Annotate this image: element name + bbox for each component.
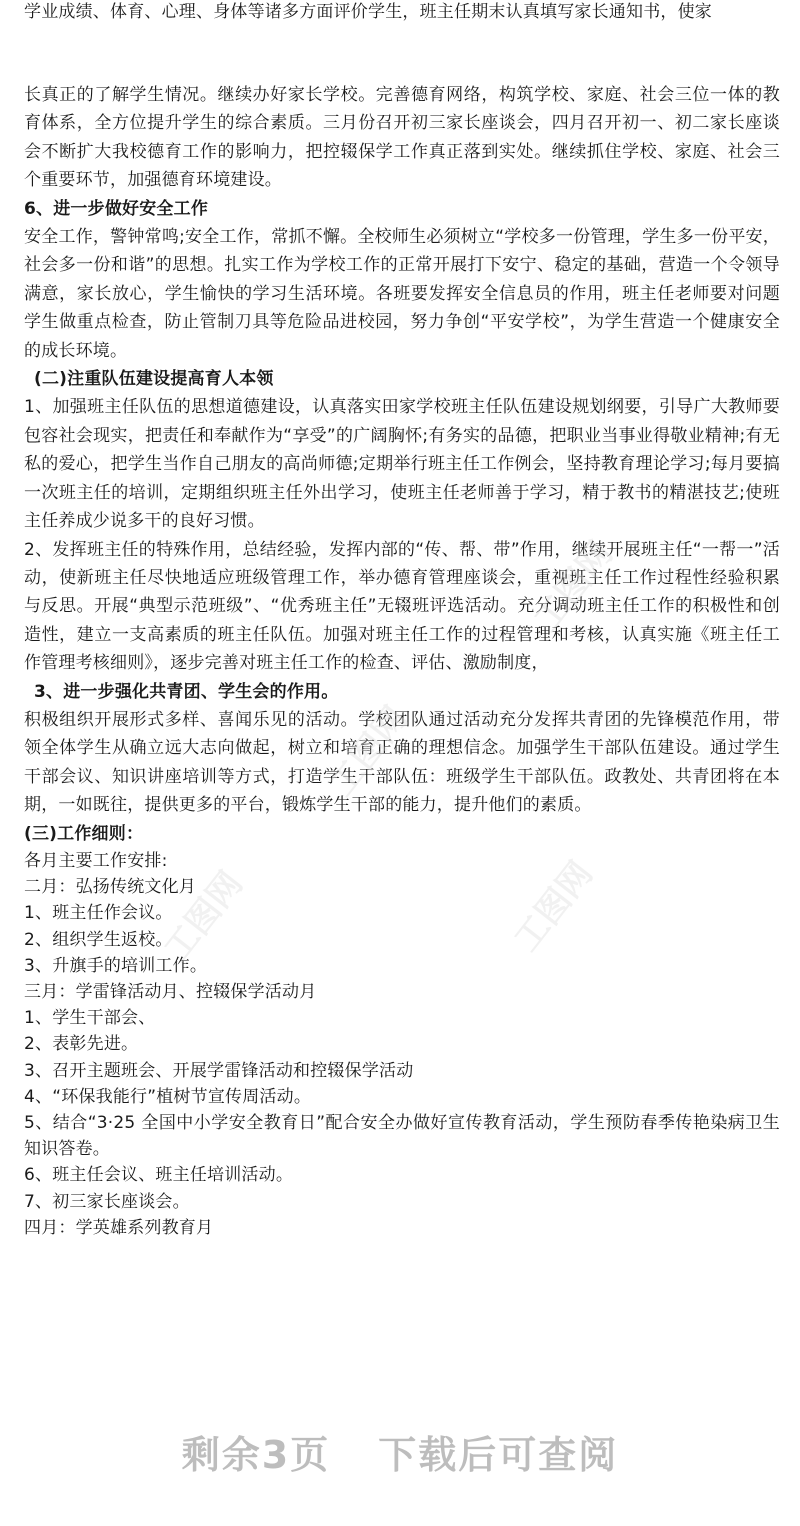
schedule-line: 四月：学英雄系列教育月 — [24, 1217, 214, 1238]
paragraph: 1、加强班主任队伍的思想道德建设，认真落实田家学校班主任队伍建设规划纲要，引导广大教师要包容社会现实，把责任和奉献作为“享受”的广阔胸怀;有务实的品德，把职业当事业得敬业精神;有无私的爱心，把学生当作自己朋友的高尚师德;定期举行班主任工作例会，坚持教育理论学习;每月要搞一次班主任的培训，定期组织班主任外出学习，使班主任老师善于学习，精于教书的精湛技艺;使班主任养成少说多干的良好习惯。 — [24, 397, 780, 532]
watermark: 工图网 — [321, 699, 416, 805]
schedule-line: 5、结合“3·25 全国中小学安全教育日”配合安全办做好宣传教育活动，学生预防春季传艳染病卫生知识答卷。 — [24, 1113, 780, 1160]
schedule-line: 2、表彰先进。 — [24, 1034, 139, 1055]
schedule-line: 各月主要工作安排: — [24, 850, 168, 871]
watermark: 工图网 — [156, 864, 251, 970]
schedule-line: 1、班主任作会议。 — [24, 903, 173, 924]
top-fragment-line: 学业成绩、体育、心理、身体等诸多方面评价学生，班主任期末认真填写家长通知书，使家 — [24, 2, 712, 22]
watermark: 工图网 — [506, 854, 601, 960]
schedule-line: 6、班主任会议、班主任培训活动。 — [24, 1165, 294, 1186]
download-prompt-banner[interactable] — [0, 1420, 800, 1490]
paragraph: 长真正的了解学生情况。继续办好家长学校。完善德育网络，构筑学校、家庭、社会三位一体的教育体系，全方位提升学生的综合素质。三月份召开初三家长座谈会，四月召开初一、初二家长座谈会不断扩大我校德育工作的影响力，把控辍保学工作真正落到实处。继续抓住学校、家庭、社会三个重要环节，加强德育环境建设。 — [24, 85, 780, 191]
cut-top-fragment — [24, 0, 780, 25]
schedule-line: 3、召开主题班会、开展学雷锋活动和控辍保学活动 — [24, 1060, 414, 1081]
section-heading: 3、进一步强化共青团、学生会的作用。 — [34, 681, 339, 702]
paragraph: 积极组织开展形式多样、喜闻乐见的活动。学校团队通过活动充分发挥共青团的先锋模范作用，带领全体学生从确立远大志向做起，树立和培育正确的理想信念。加强学生干部队伍建设。通过学生干部会议、知识讲座培训等方式，打造学生干部队伍：班级学生干部队伍。政教处、共青团将在本期，一如既往，提供更多的平台，锻炼学生干部的能力，提升他们的素质。 — [24, 709, 780, 816]
paragraph: 安全工作，警钟常鸣;安全工作，常抓不懈。全校师生必须树立“学校多一份管理，学生多一份平安，社会多一份和谐”的思想。扎实工作为学校工作的正常开展打下安宁、稳定的基础，营造一个令领导满意，家长放心，学生愉快的学习生活环境。各班要发挥安全信息员的作用，班主任老师要对问题学生做重点检查，防止管制刀具等危险品进校园，努力争创“平安学校”，为学生营造一个健康安全的成长环境。 — [24, 227, 780, 361]
paragraph: 2、发挥班主任的特殊作用，总结经验，发挥内部的“传、帮、带”作用，继续开展班主任“一帮一”活动，使新班主任尽快地适应班级管理工作，举办德育管理座谈会，重视班主任工作过程性经验积累与反思。开展“典型示范班级”、“优秀班主任”无辍班评选活动。充分调动班主任工作的积极性和创造性，建立一支高素质的班主任队伍。加强对班主任工作的过程管理和考核，认真实施《班主任工作管理考核细则》，逐步完善对班主任工作的检查、评估、激励制度， — [24, 539, 780, 674]
schedule-line: 三月：学雷锋活动月、控辍保学活动月 — [24, 981, 317, 1002]
monthly-schedule-list — [24, 848, 780, 1241]
download-to-view-label: 下载后可查阅 — [378, 1433, 619, 1477]
schedule-line: 2、组织学生返校。 — [24, 929, 173, 950]
section-heading: (二)注重队伍建设提高育人本领 — [34, 369, 274, 390]
schedule-line: 4、“环保我能行”植树节宣传周活动。 — [24, 1086, 312, 1107]
schedule-line: 1、学生干部会、 — [24, 1008, 156, 1029]
section-heading: (三)工作细则： — [24, 823, 144, 844]
document-body-upper — [24, 81, 780, 848]
schedule-line: 7、初三家长座谈会。 — [24, 1191, 190, 1212]
watermark: 工图网 — [526, 534, 621, 640]
section-heading: 6、进一步做好安全工作 — [24, 198, 209, 219]
schedule-line: 二月：弘扬传统文化月 — [24, 877, 196, 898]
remaining-pages-label: 剩余3页 — [181, 1433, 331, 1477]
document-page — [24, 0, 780, 1241]
schedule-line: 3、升旗手的培训工作。 — [24, 955, 208, 976]
